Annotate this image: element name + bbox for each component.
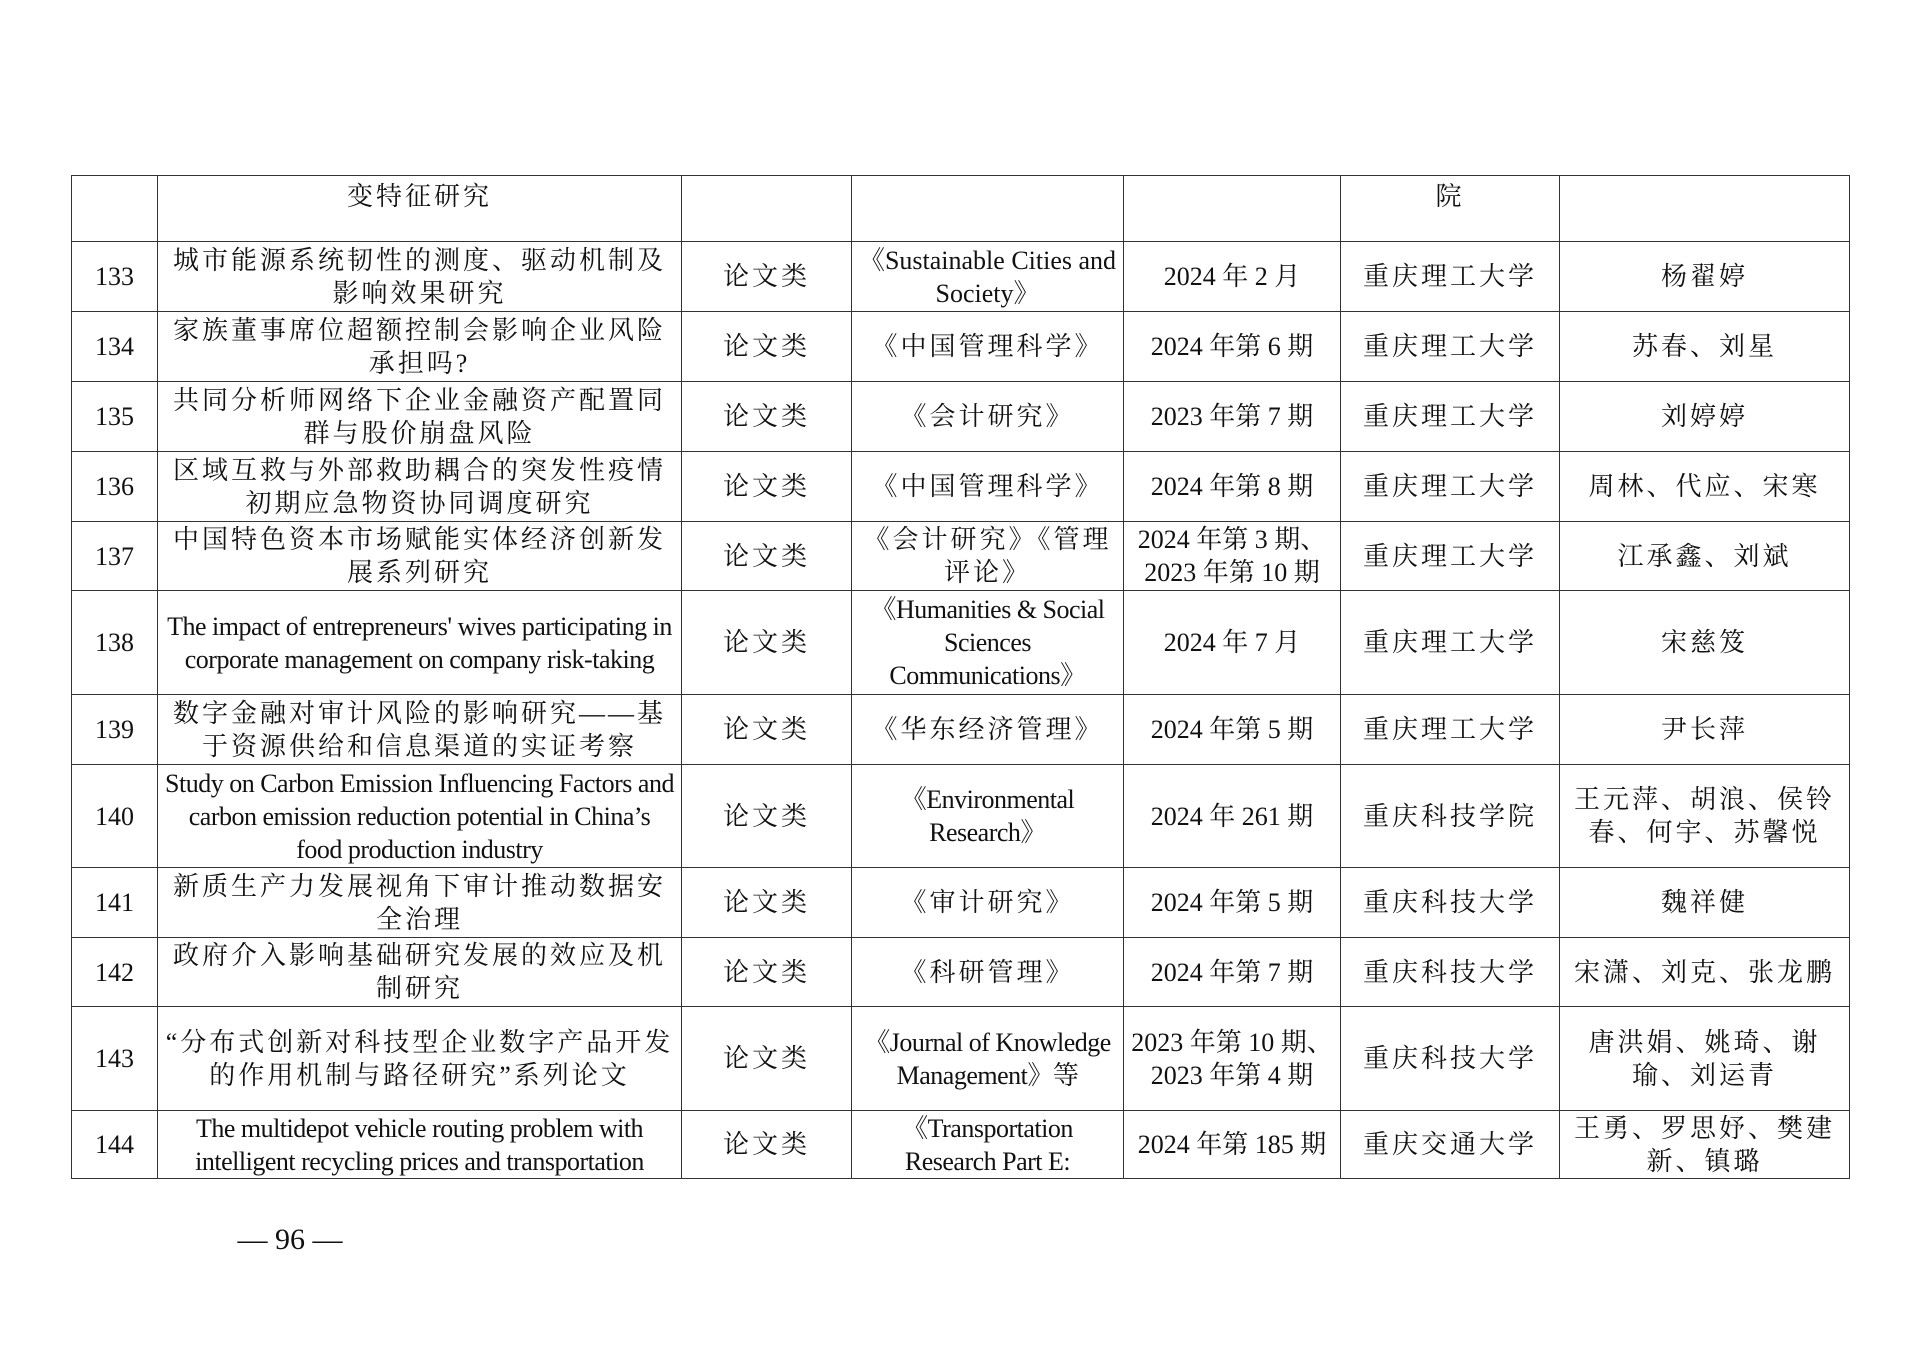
cell-type <box>682 176 852 242</box>
cell-institution: 重庆理工大学 <box>1341 312 1560 382</box>
cell-journal: 《Transportation Research Part E: <box>852 1111 1124 1179</box>
cell-authors <box>1560 176 1850 242</box>
cell-authors: 魏祥健 <box>1560 868 1850 938</box>
cell-type: 论文类 <box>682 938 852 1007</box>
cell-no: 137 <box>72 522 158 591</box>
cell-authors: 周林、代应、宋寒 <box>1560 452 1850 522</box>
cell-authors: 苏春、刘星 <box>1560 312 1850 382</box>
cell-journal: 《Journal of Knowledge Management》等 <box>852 1007 1124 1111</box>
table-row <box>72 452 1850 522</box>
table-row <box>72 312 1850 382</box>
cell-no: 138 <box>72 591 158 695</box>
cell-no: 135 <box>72 382 158 452</box>
cell-type: 论文类 <box>682 765 852 868</box>
cell-date: 2024 年第 8 期 <box>1124 452 1341 522</box>
table-row <box>72 1111 1850 1179</box>
cell-journal: 《Humanities & Social Sciences Communications》 <box>852 591 1124 695</box>
cell-title: 家族董事席位超额控制会影响企业风险承担吗? <box>158 312 682 382</box>
cell-authors: 王元萍、胡浪、侯铃春、何宇、苏馨悦 <box>1560 765 1850 868</box>
cell-date: 2023 年第 10 期、2023 年第 4 期 <box>1124 1007 1341 1111</box>
cell-journal: 《审计研究》 <box>852 868 1124 938</box>
cell-title: 城市能源系统韧性的测度、驱动机制及影响效果研究 <box>158 242 682 312</box>
page-number: — 96 — <box>237 1223 343 1256</box>
cell-authors: 唐洪娟、姚琦、谢瑜、刘运青 <box>1560 1007 1850 1111</box>
cell-institution: 重庆理工大学 <box>1341 242 1560 312</box>
cell-no: 140 <box>72 765 158 868</box>
cell-institution: 重庆理工大学 <box>1341 591 1560 695</box>
cell-authors: 尹长萍 <box>1560 695 1850 765</box>
cell-institution: 重庆科技大学 <box>1341 868 1560 938</box>
cell-date: 2024 年第 5 期 <box>1124 868 1341 938</box>
cell-institution: 重庆科技大学 <box>1341 1007 1560 1111</box>
cell-institution: 重庆理工大学 <box>1341 382 1560 452</box>
cell-type: 论文类 <box>682 382 852 452</box>
cell-type: 论文类 <box>682 591 852 695</box>
cell-authors: 江承鑫、刘斌 <box>1560 522 1850 591</box>
cell-type: 论文类 <box>682 868 852 938</box>
table-row <box>72 591 1850 695</box>
achievements-table <box>71 175 1850 1179</box>
cell-no: 134 <box>72 312 158 382</box>
cell-title: 政府介入影响基础研究发展的效应及机制研究 <box>158 938 682 1007</box>
cell-no: 143 <box>72 1007 158 1111</box>
cell-institution: 重庆交通大学 <box>1341 1111 1560 1179</box>
cell-journal: 《会计研究》 <box>852 382 1124 452</box>
table-row <box>72 522 1850 591</box>
cell-institution: 重庆理工大学 <box>1341 522 1560 591</box>
table-row <box>72 695 1850 765</box>
cell-type: 论文类 <box>682 312 852 382</box>
cell-type: 论文类 <box>682 1007 852 1111</box>
cell-date: 2024 年 261 期 <box>1124 765 1341 868</box>
cell-no: 139 <box>72 695 158 765</box>
table-row-continued <box>72 176 1850 242</box>
cell-title: 区域互救与外部救助耦合的突发性疫情初期应急物资协同调度研究 <box>158 452 682 522</box>
table-row <box>72 868 1850 938</box>
table-row <box>72 242 1850 312</box>
cell-journal: 《Sustainable Cities and Society》 <box>852 242 1124 312</box>
cell-title: Study on Carbon Emission Influencing Factors and carbon emission reduction potential in China’s food production industry <box>158 765 682 868</box>
cell-journal: 《中国管理科学》 <box>852 452 1124 522</box>
cell-authors: 杨翟婷 <box>1560 242 1850 312</box>
cell-date: 2024 年第 7 期 <box>1124 938 1341 1007</box>
cell-institution: 院 <box>1341 176 1560 242</box>
cell-type: 论文类 <box>682 242 852 312</box>
cell-type: 论文类 <box>682 522 852 591</box>
cell-title: 中国特色资本市场赋能实体经济创新发展系列研究 <box>158 522 682 591</box>
cell-authors: 宋慈笈 <box>1560 591 1850 695</box>
cell-date: 2024 年第 6 期 <box>1124 312 1341 382</box>
cell-authors: 宋潇、刘克、张龙鹏 <box>1560 938 1850 1007</box>
cell-title: 数字金融对审计风险的影响研究——基于资源供给和信息渠道的实证考察 <box>158 695 682 765</box>
cell-title: 新质生产力发展视角下审计推动数据安全治理 <box>158 868 682 938</box>
cell-institution: 重庆科技学院 <box>1341 765 1560 868</box>
table-row <box>72 382 1850 452</box>
cell-date: 2024 年 7 月 <box>1124 591 1341 695</box>
cell-journal: 《中国管理科学》 <box>852 312 1124 382</box>
cell-type: 论文类 <box>682 1111 852 1179</box>
table-row <box>72 1007 1850 1111</box>
cell-no: 142 <box>72 938 158 1007</box>
cell-journal: 《Environmental Research》 <box>852 765 1124 868</box>
cell-title: 共同分析师网络下企业金融资产配置同群与股价崩盘风险 <box>158 382 682 452</box>
cell-date: 2024 年第 185 期 <box>1124 1111 1341 1179</box>
cell-title: The impact of entrepreneurs' wives participating in corporate management on company risk-taking <box>158 591 682 695</box>
cell-institution: 重庆科技大学 <box>1341 938 1560 1007</box>
cell-title: The multidepot vehicle routing problem with intelligent recycling prices and transportation <box>158 1111 682 1179</box>
table-row <box>72 938 1850 1007</box>
cell-no: 144 <box>72 1111 158 1179</box>
cell-journal: 《科研管理》 <box>852 938 1124 1007</box>
cell-date <box>1124 176 1341 242</box>
cell-date: 2024 年第 3 期、2023 年第 10 期 <box>1124 522 1341 591</box>
cell-date: 2024 年 2 月 <box>1124 242 1341 312</box>
cell-no: 133 <box>72 242 158 312</box>
cell-date: 2024 年第 5 期 <box>1124 695 1341 765</box>
cell-authors: 王勇、罗思妤、樊建新、镇璐 <box>1560 1111 1850 1179</box>
cell-institution: 重庆理工大学 <box>1341 695 1560 765</box>
cell-journal <box>852 176 1124 242</box>
cell-type: 论文类 <box>682 452 852 522</box>
cell-journal: 《会计研究》《管理评论》 <box>852 522 1124 591</box>
cell-no <box>72 176 158 242</box>
cell-institution: 重庆理工大学 <box>1341 452 1560 522</box>
cell-no: 141 <box>72 868 158 938</box>
cell-authors: 刘婷婷 <box>1560 382 1850 452</box>
cell-title: “分布式创新对科技型企业数字产品开发的作用机制与路径研究”系列论文 <box>158 1007 682 1111</box>
cell-type: 论文类 <box>682 695 852 765</box>
cell-no: 136 <box>72 452 158 522</box>
cell-journal: 《华东经济管理》 <box>852 695 1124 765</box>
table-row <box>72 765 1850 868</box>
cell-date: 2023 年第 7 期 <box>1124 382 1341 452</box>
cell-title: 变特征研究 <box>158 176 682 242</box>
